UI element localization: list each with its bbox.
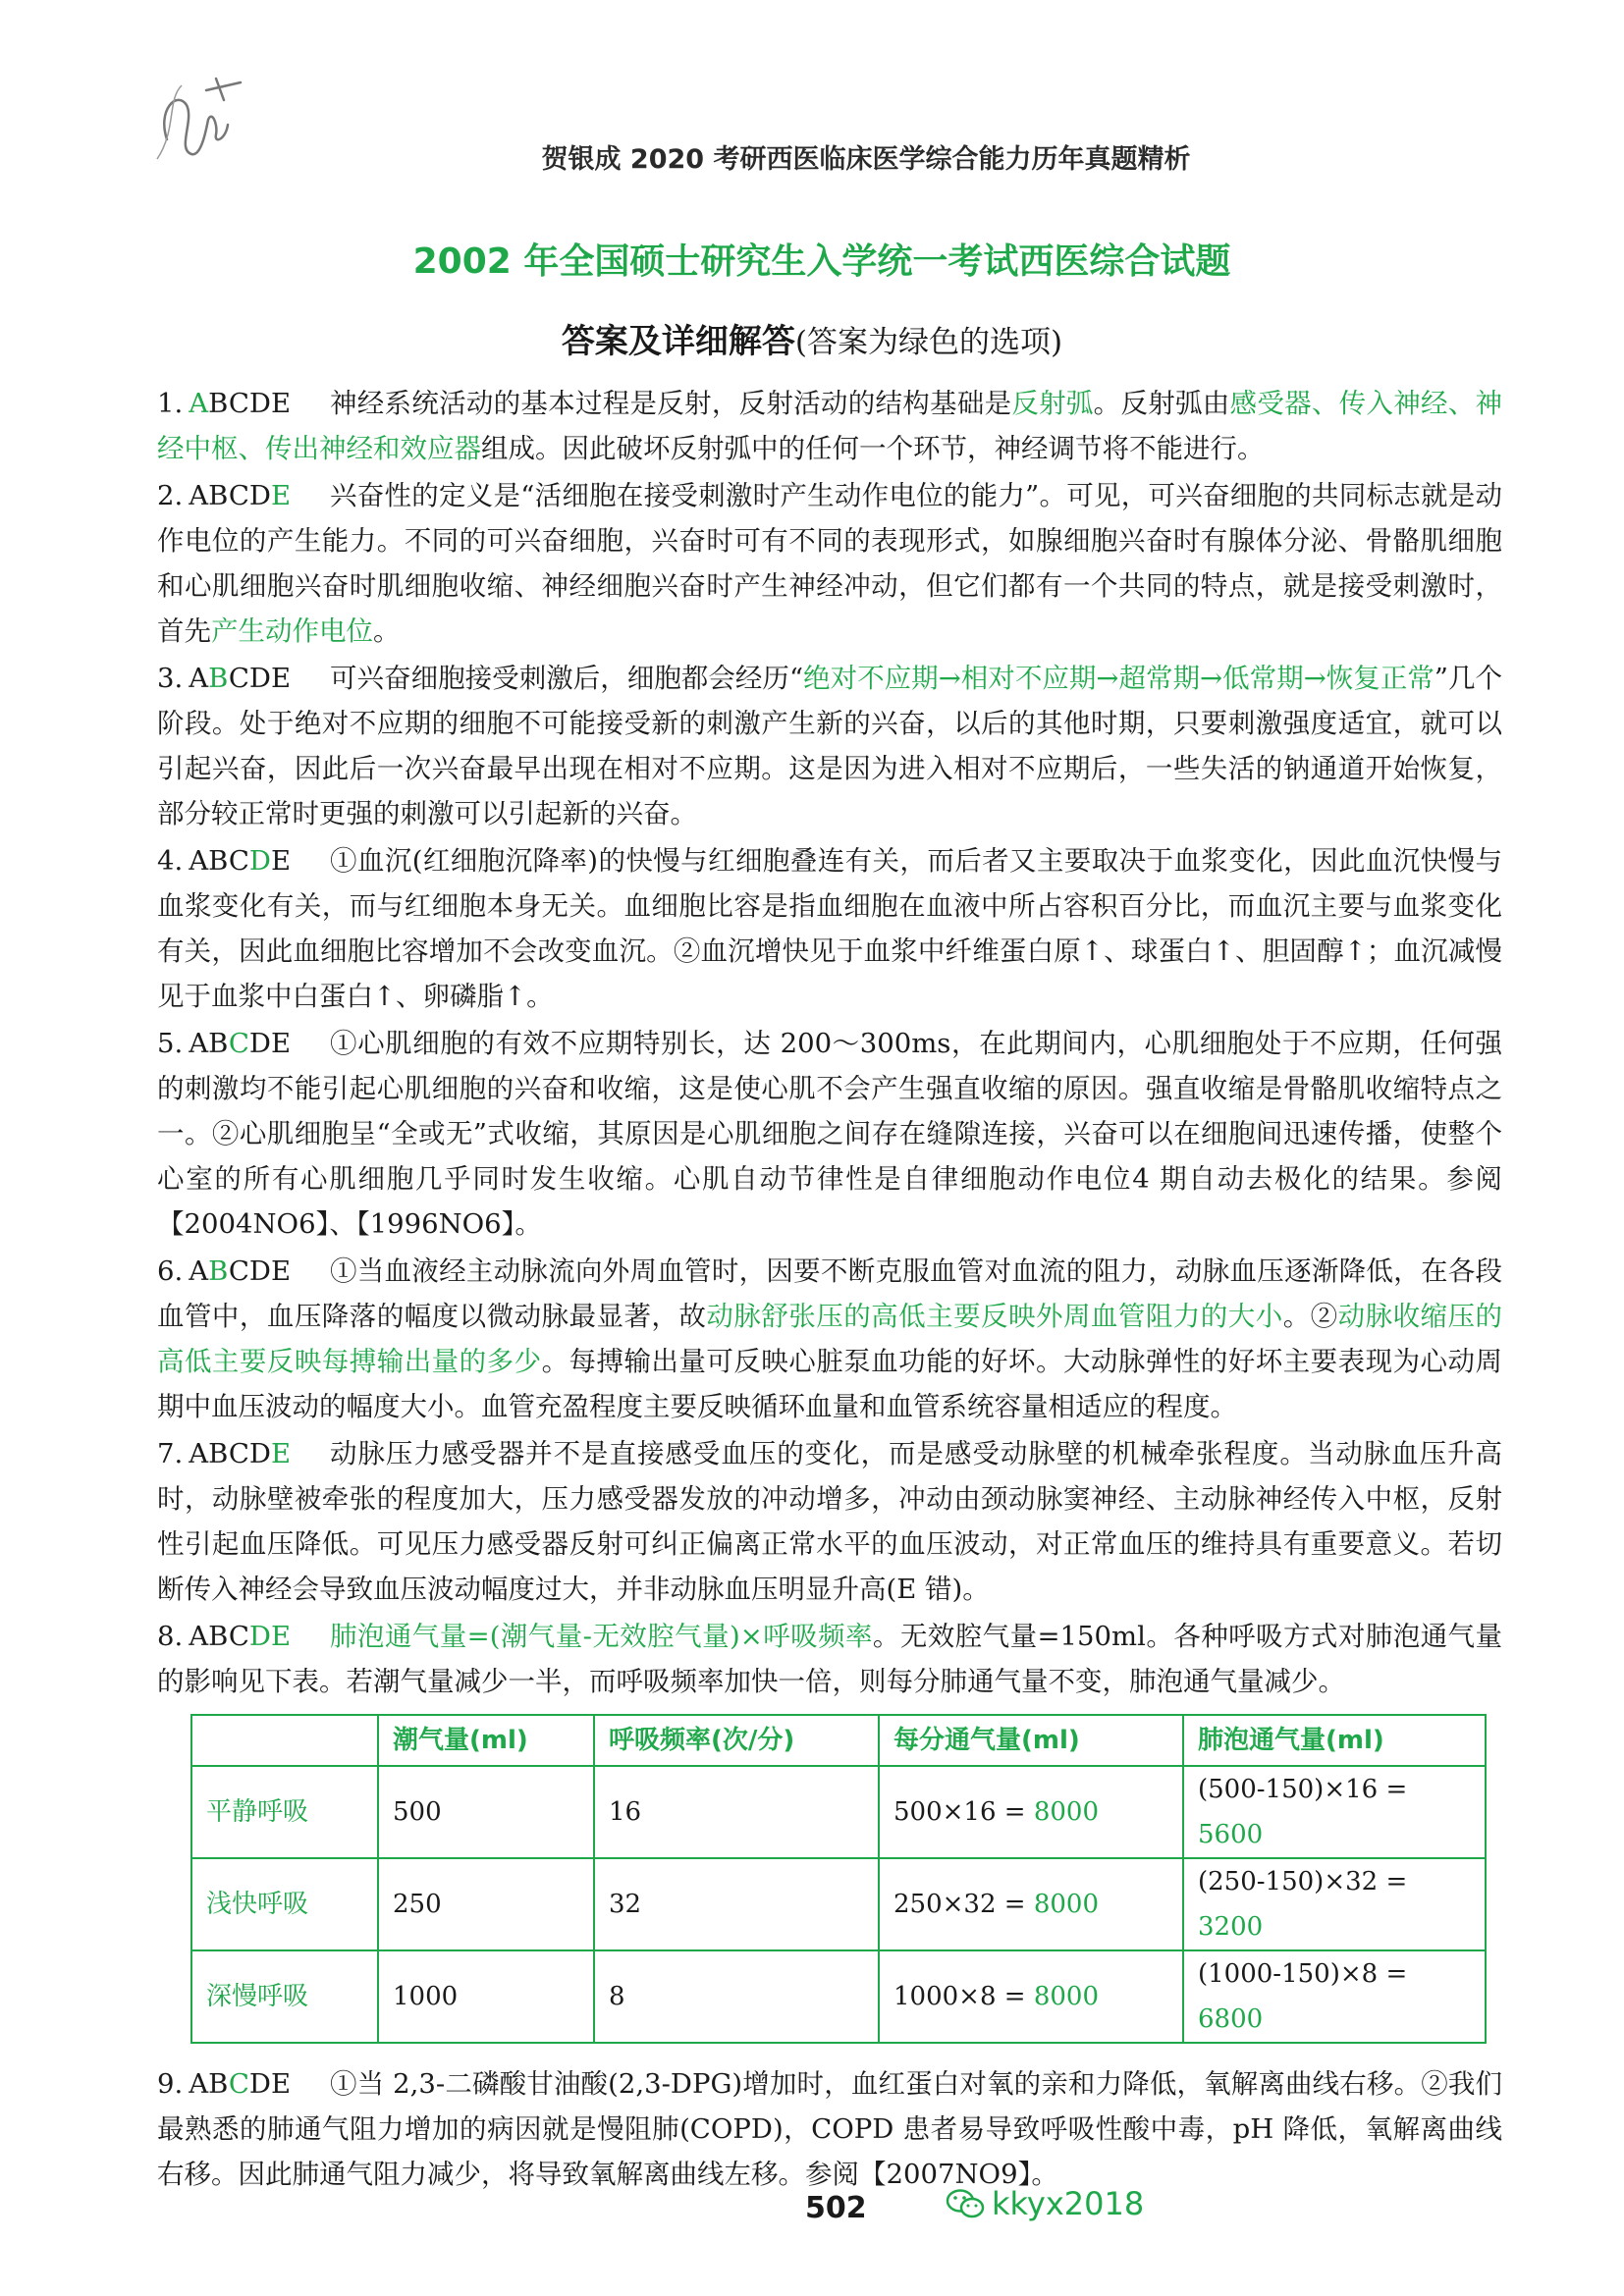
question-number: 4. [157,845,184,877]
correct-option: B [208,663,229,694]
table-row [191,1858,1486,1950]
correct-option: E [270,480,292,511]
highlighted-answer-text: 反射弧 [1011,388,1094,419]
correct-option: C [228,1028,249,1059]
option-letter: C [228,1255,249,1287]
explanation-text [157,1431,1502,1612]
option-letter: B [208,2068,229,2100]
explanation-segment: 。② [1282,1301,1338,1332]
explanation-text [157,1249,1502,1429]
option-letter: D [248,1438,271,1469]
alveolar-ventilation-expr: (250-150)×32 = [1198,1867,1408,1896]
question-number: 7. [157,1438,184,1469]
answer-item [157,1249,1502,1429]
explanation-text [157,381,1502,471]
answer-options [157,656,291,701]
option-letter: B [208,1438,229,1469]
table-header-cell [191,1715,378,1766]
option-letter: C [228,1621,249,1652]
option-letter: C [228,388,249,419]
ventilation-table [190,1714,1487,2044]
table-row [191,1766,1486,1858]
explanation-segment: 。 [373,615,401,647]
question-number: 5. [157,1028,184,1059]
breathing-mode: 深慢呼吸 [191,1950,378,2043]
option-letter: D [248,480,271,511]
option-letter: C [228,663,249,694]
option-letter: C [228,480,249,511]
option-letter: A [189,1028,209,1059]
table-header-cell: 潮气量(ml) [378,1715,594,1766]
alveolar-ventilation-expr: (1000-150)×8 = [1198,1959,1408,1989]
option-letter: D [248,388,271,419]
option-letter: E [270,845,292,877]
breathing-mode: 平静呼吸 [191,1766,378,1858]
question-number: 1. [157,388,184,419]
option-letter: A [189,2068,209,2100]
explanation-segment: ①血沉(红细胞沉降率)的快慢与红细胞叠连有关，而后者又主要取决于血浆变化，因此血沉快慢与血浆变化有关，而与红细胞本身无关。血细胞比容是指血细胞在血液中所占容积百分比，而血沉主要与血浆变化有关，因此血细胞比容增加不会改变血沉。②血沉增快见于血浆中纤维蛋白原↑、球蛋白↑、胆固醇↑；血沉减慢见于血浆中白蛋白↑、卵磷脂↑。 [157,845,1502,1012]
table-header-cell: 呼吸频率(次/分) [594,1715,879,1766]
minute-ventilation-expr: 500×16 = [893,1797,1034,1827]
alveolar-ventilation-value: 3200 [1198,1912,1264,1942]
answer-item [157,1021,1502,1247]
explanation-text [157,473,1502,654]
highlighted-answer-text: 动脉舒张压的高低主要反映外周血管阻力的大小 [706,1301,1283,1332]
answer-options [157,473,291,518]
option-letter: C [228,1438,249,1469]
explanation-segment: 神经系统活动的基本过程是反射，反射活动的结构基础是 [330,388,1012,419]
option-letter: A [189,1255,209,1287]
correct-option: D [248,1621,271,1652]
option-letter: A [189,480,209,511]
answer-options [157,1249,291,1294]
tidal-volume: 500 [378,1766,594,1858]
minute-ventilation-expr: 250×32 = [893,1890,1034,1919]
option-letter: E [270,663,292,694]
explanation-text [157,1021,1502,1247]
option-letter: B [208,845,229,877]
explanation-text [157,656,1502,836]
alveolar-ventilation-expr: (500-150)×16 = [1198,1775,1408,1804]
explanation-text [157,2061,1502,2197]
highlighted-answer-text: 肺泡通气量=(潮气量-无效腔气量)×呼吸频率 [330,1621,873,1652]
respiratory-rate: 16 [594,1766,879,1858]
option-letter: B [208,480,229,511]
page-number: 502 [805,2191,867,2225]
alveolar-ventilation [1183,1950,1486,2043]
answer-item [157,838,1502,1019]
answer-item [157,1614,1502,1704]
option-letter: D [248,2068,271,2100]
minute-ventilation-value: 8000 [1033,1797,1099,1827]
highlighted-answer-text: 动脉收缩压的高低主要反映每搏输出量的多少 [157,1301,1502,1377]
minute-ventilation [879,1950,1183,2043]
correct-option: E [270,1438,292,1469]
explanation-segment: ①心肌细胞的有效不应期特别长，达 200～300ms，在此期间内，心肌细胞处于不应期，任何强的刺激均不能引起心肌细胞的兴奋和收缩，这是使心肌不会产生强直收缩的原因。强直收缩是骨骼肌收缩特点之一。②心肌细胞呈“全或无”式收缩，其原因是心肌细胞之间存在缝隙连接，兴奋可以在细胞间迅速传播，使整个心室的所有心肌细胞几乎同时发生收缩。心肌自动节律性是自律细胞动作电位4 期自动去极化的结果。参阅【2004NO6】、【1996NO6】。 [157,1028,1502,1240]
alveolar-ventilation-value: 6800 [1198,2004,1264,2034]
answer-item [157,2061,1502,2197]
respiratory-rate: 8 [594,1950,879,2043]
wechat-icon [945,2187,986,2220]
alveolar-ventilation [1183,1766,1486,1858]
running-head: 贺银成 2020 考研西医临床医学综合能力历年真题精析 [541,144,1191,175]
answer-options [157,2061,291,2107]
table-row [191,1950,1486,2043]
highlighted-answer-text: 绝对不应期→相对不应期→超常期→低常期→恢复正常 [803,663,1435,694]
answer-options [157,1021,291,1066]
correct-option: A [189,388,209,419]
answer-item [157,381,1502,471]
option-letter: A [189,1438,209,1469]
correct-option: D [248,845,271,877]
answer-options [157,1431,291,1476]
highlighted-answer-text: 产生动作电位 [211,615,373,647]
answer-list [157,381,1502,2199]
breathing-mode: 浅快呼吸 [191,1858,378,1950]
option-letter: E [270,2068,292,2100]
option-letter: B [208,1621,229,1652]
subtitle-note: (答案为绿色的选项) [794,325,1063,360]
option-letter: E [270,1028,292,1059]
alveolar-ventilation-value: 5600 [1198,1820,1264,1849]
question-number: 9. [157,2068,184,2100]
watermark-text: kkyx2018 [992,2185,1145,2222]
document-title: 2002 年全国硕士研究生入学统一考试西医综合试题 [412,241,1231,282]
option-letter: B [208,1028,229,1059]
explanation-text [157,1614,1502,1704]
explanation-segment: ”几个阶段。处于绝对不应期的细胞不可能接受新的刺激产生新的兴奋，以后的其他时期，只要刺激强度适宜，就可以引起兴奋，因此后一次兴奋最早出现在相对不应期。这是因为进入相对不应期后，一些失活的钠通道开始恢复，部分较正常时更强的刺激可以引起新的兴奋。 [157,663,1503,829]
explanation-segment: 。无效腔气量=150ml。各种呼吸方式对肺泡通气量的影响见下表。若潮气量减少一半，而呼吸频率加快一倍，则每分肺通气量不变，肺泡通气量减少。 [157,1621,1502,1697]
option-letter: E [270,1255,292,1287]
tidal-volume: 250 [378,1858,594,1950]
minute-ventilation-value: 8000 [1033,1982,1099,2011]
minute-ventilation [879,1858,1183,1950]
explanation-segment: 动脉压力感受器并不是直接感受血压的变化，而是感受动脉壁的机械牵张程度。当动脉血压升高时，动脉壁被牵张的程度加大，压力感受器发放的冲动增多，冲动由颈动脉窦神经、主动脉神经传入中枢，反射性引起血压降低。可见压力感受器反射可纠正偏离正常水平的血压波动，对正常血压的维持具有重要意义。若切断传入神经会导致血压波动幅度过大，并非动脉血压明显升高(E 错)。 [157,1438,1502,1605]
tidal-volume: 1000 [378,1950,594,2043]
option-letter: B [208,388,229,419]
minute-ventilation-expr: 1000×8 = [893,1982,1034,2011]
table-header-cell: 肺泡通气量(ml) [1183,1715,1486,1766]
correct-option: C [228,2068,249,2100]
explanation-segment: ①当 2,3-二磷酸甘油酸(2,3-DPG)增加时，血红蛋白对氧的亲和力降低，氧解离曲线右移。②我们最熟悉的肺通气阻力增加的病因就是慢阻肺(COPD)，COPD 患者易导致呼吸性酸中毒，pH 降低，氧解离曲线右移。因此肺通气阻力减少，将导致氧解离曲线左移。参阅【2007NO9】。 [157,2068,1502,2190]
respiratory-rate: 32 [594,1858,879,1950]
explanation-segment: ①当血液经主动脉流向外周血管时，因要不断克服血管对血流的阻力，动脉血压逐渐降低，在各段血管中，血压降落的幅度以微动脉最显著，故 [157,1255,1502,1332]
option-letter: C [228,845,249,877]
option-letter: D [248,663,271,694]
table-header-cell: 每分通气量(ml) [879,1715,1183,1766]
answer-item [157,1431,1502,1612]
answer-options [157,838,291,883]
explanation-segment: 可兴奋细胞接受刺激后，细胞都会经历“ [330,663,804,694]
question-number: 2. [157,480,184,511]
alveolar-ventilation [1183,1858,1486,1950]
correct-option: B [208,1255,229,1287]
answer-options [157,381,291,426]
answer-item [157,656,1502,836]
question-number: 3. [157,663,184,694]
highlighted-answer-text: 感受器、传入神经、神经中枢、传出神经和效应器 [157,388,1503,464]
answer-item [157,473,1502,654]
option-letter: A [189,845,209,877]
minute-ventilation [879,1766,1183,1858]
minute-ventilation-value: 8000 [1033,1890,1099,1919]
explanation-segment: 组成。因此破坏反射弧中的任何一个环节，神经调节将不能进行。 [481,433,1265,464]
question-number: 8. [157,1621,184,1652]
explanation-segment: 。每搏输出量可反映心脏泵血功能的好坏。大动脉弹性的好坏主要表现为心动周期中血压波动的幅度大小。血管充盈程度主要反映循环血量和血管系统容量相适应的程度。 [157,1346,1502,1422]
watermark [945,2185,1144,2222]
explanation-segment: 兴奋性的定义是“活细胞在接受刺激时产生动作电位的能力”。可见，可兴奋细胞的共同标志就是动作电位的产生能力。不同的可兴奋细胞，兴奋时可有不同的表现形式，如腺细胞兴奋时有腺体分泌、骨骼肌细胞和心肌细胞兴奋时肌细胞收缩、神经细胞兴奋时产生神经冲动，但它们都有一个共同的特点，就是接受刺激时，首先 [157,480,1502,647]
option-letter: A [189,1621,209,1652]
answer-options [157,1614,291,1659]
explanation-text [157,838,1502,1019]
explanation-segment: 。反射弧由 [1093,388,1230,419]
subtitle-main: 答案及详细解答 [561,322,795,361]
document-subtitle [0,314,1624,362]
table-header-row [191,1715,1486,1766]
option-letter: E [270,388,292,419]
correct-option: E [270,1621,292,1652]
question-number: 6. [157,1255,184,1287]
option-letter: A [189,663,209,694]
option-letter: D [248,1255,271,1287]
option-letter: D [248,1028,271,1059]
